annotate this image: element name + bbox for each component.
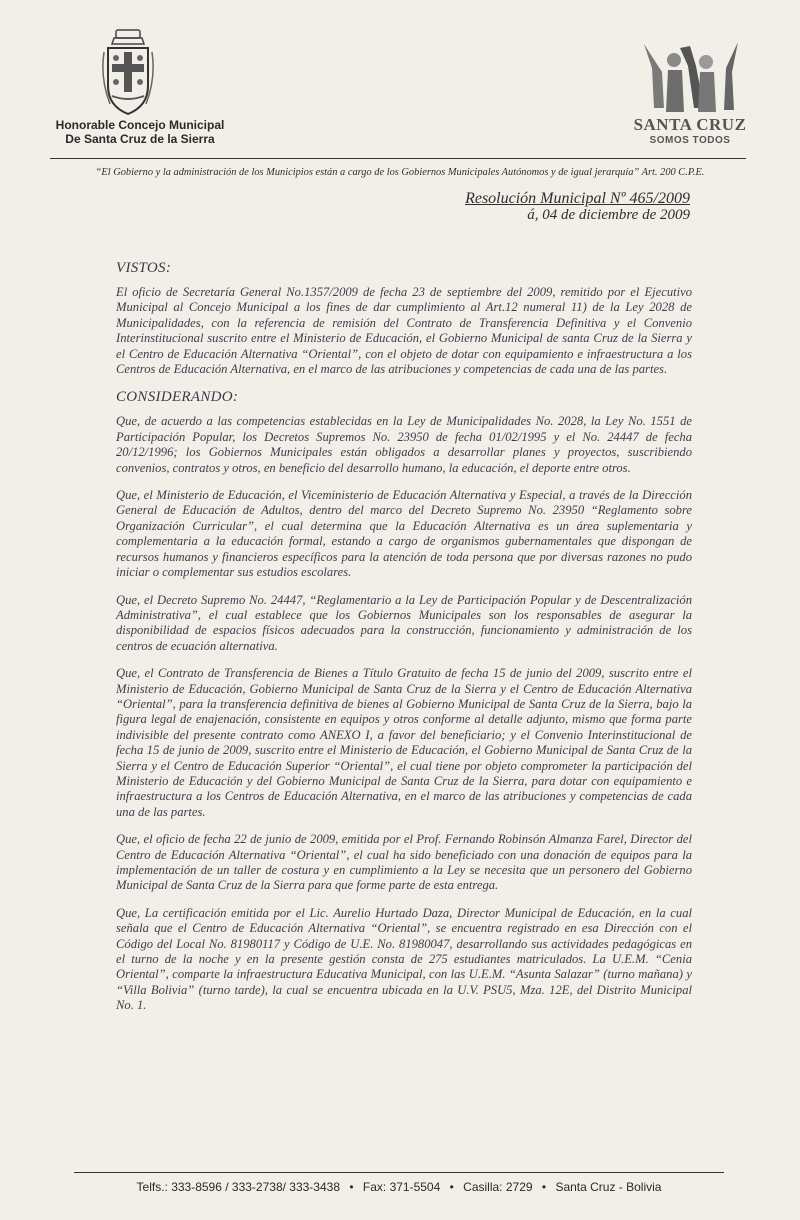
header-divider (50, 158, 746, 159)
coat-of-arms-crest (102, 28, 154, 118)
considerando-paragraph: Que, el Contrato de Transferencia de Bienes a Título Gratuito de fecha 15 de junio del 2009, suscrito entre el Ministerio de Educación, Gobierno Municipal de Santa Cruz de la Sierra y el Centro de Educación Alternativa “Oriental”, para la transferencia definitiva de bienes al Gobierno Municipal de Santa Cruz de la Sierra, bajo la figura legal de enajenación, consistente en equipos y otros conforme al detalle adjunto, mismo que forma parte indivisible del presente contrato como ANEXO I, a favor del beneficiario; y el Convenio Interinstitucional de fecha 15 de junio de 2009, suscrito entre el Ministerio de Educación, el Gobierno Municipal de Santa Cruz de la Sierra y el Centro de Educación Superior “Oriental”, el cual tiene por objeto comprometer la participación del Ministerio de Educación y del Gobierno Municipal de Santa Cruz de la Sierra, para dotar con equipamiento e infraestructura a los Centros de Educación Alternativa, en el marco de las atribuciones y competencias de cada una de las partes. (116, 666, 692, 819)
considerando-heading: CONSIDERANDO: (116, 389, 239, 406)
footer-separator: • (349, 1180, 354, 1194)
considerando-paragraph: Que, La certificación emitida por el Lic. Aurelio Hurtado Daza, Director Municipal de Educación, en la cual señala que el Centro de Educación Alternativa “Oriental”, se encuentra registrado en esa Dirección con el Código del Local No. 81980117 y Código de U.E. No. 81980047, desarrollando sus actividades pedagógicas en el turno de la noche y en la presente gestión consta de 275 estudiantes matriculados. La U.E.M. “Cenia Oriental”, comparte la infraestructura Educativa Municipal, con las U.E.M. “Asunta Salazar” (turno mañana) y “Villa Bolivia” (turno tarde), la cual se encuentra ubicada en la U.V. PSU5, Mza. 12E, del Distrito Municipal No. 1. (116, 905, 692, 1013)
considerando-paragraph: Que, el oficio de fecha 22 de junio de 2009, emitida por el Prof. Fernando Robinsón Almanza Farel, Director del Centro de Educación Alternativa “Oriental”, el cual ha sido beneficiado con una donación de equipos para la implementación de un taller de costura y en cumplimiento a la Ley se necesita que un personero del Gobierno Municipal de Santa Cruz de la Sierra para que forme parte de esta entrega. (116, 832, 692, 893)
footer-location: Santa Cruz - Bolivia (555, 1180, 662, 1194)
considerando-paragraph: Que, el Decreto Supremo No. 24447, “Reglamentario a la Ley de Participación Popular y de Descentralización Administrativa”, el cual establece que los Gobiernos Municipales son los responsables de asegurar la disponibilidad de espacios físicos adecuados para la construcción, funcionamiento y administración de los centros de ecuación alternativa. (116, 592, 692, 653)
council-name-line1: Honorable Concejo Municipal (55, 118, 225, 132)
footer-separator: • (541, 1180, 547, 1194)
document-body (116, 260, 692, 1014)
footer-phones: Telfs.: 333-8596 / 333-2738/ 333-3438 (136, 1180, 340, 1194)
santa-cruz-logo (636, 38, 746, 123)
resolution-date: á, 04 de diciembre de 2009 (527, 207, 690, 223)
footer-fax: Fax: 371-5504 (362, 1180, 441, 1194)
considerando-paragraph: Que, de acuerdo a las competencias establecidas en la Ley de Municipalidades No. 2028, la Ley No. 1551 de Participación Popular, los Decretos Supremos No. 23950 de fecha 01/02/1995 y el No. 24447 de fecha 20/12/1996; los Gobiernos Municipales están obligados a desarrollar planes y proyectos, suscribiendo convenios, contratos y otros, en beneficio del desarrollo humano, la educación, el deporte entre otros. (116, 414, 692, 475)
constitution-quote: “El Gobierno y la administración de los Municipios están a cargo de los Gobiernos Municipales Autónomos y de igual jerarquía” Art. 200 C.P.E. (95, 167, 705, 178)
footer-contact (74, 1180, 724, 1194)
considerando-paragraph: Que, el Ministerio de Educación, el Viceministerio de Educación Alternativa y Especial, a través de la Dirección General de Educación de Adultos, dentro del marco del Decreto Supremo No. 23950 “Reglamento sobre Organización Curricular”, el cual determina que la Educación Alternativa es un área suplementaria y complementaria a la educación formal, estando a cargo de organismos gubernamentales que dispongan de recursos humanos y financieros específicos para la atención de toda persona que por diversas razones no pudo iniciar o complementar sus estudios escolares. (116, 488, 692, 580)
footer-divider (74, 1172, 724, 1173)
vistos-paragraph: El oficio de Secretaría General No.1357/2009 de fecha 23 de septiembre del 2009, remitido por el Ejecutivo Municipal al Concejo Municipal a los fines de dar cumplimiento al Art.12 numeral 11) de la Ley 2028 de Municipalidades, con la referencia de remisión del Contrato de Transferencia Definitiva y el Convenio Interinstitucional suscrito entre el Ministerio de Educación, el Gobierno Municipal de santa Cruz de la Sierra y el Centro de Educación Alternativa “Oriental”, con el objeto de dotar con equipamiento e infraestructura a los Centros de Educación Alternativa, en el marco de las atribuciones y competencias de cada una de las partes. (116, 285, 692, 377)
logo-name: SANTA CRUZ (633, 115, 747, 134)
council-name (40, 118, 240, 146)
footer-separator: • (449, 1180, 454, 1194)
vistos-heading: VISTOS: (116, 260, 172, 276)
council-name-line2: De Santa Cruz de la Sierra (65, 132, 215, 146)
logo-tagline: SOMOS TODOS (649, 135, 731, 146)
resolution-title: Resolución Municipal Nº 465/2009 (465, 190, 690, 207)
footer-casilla: Casilla: 2729 (463, 1180, 533, 1194)
